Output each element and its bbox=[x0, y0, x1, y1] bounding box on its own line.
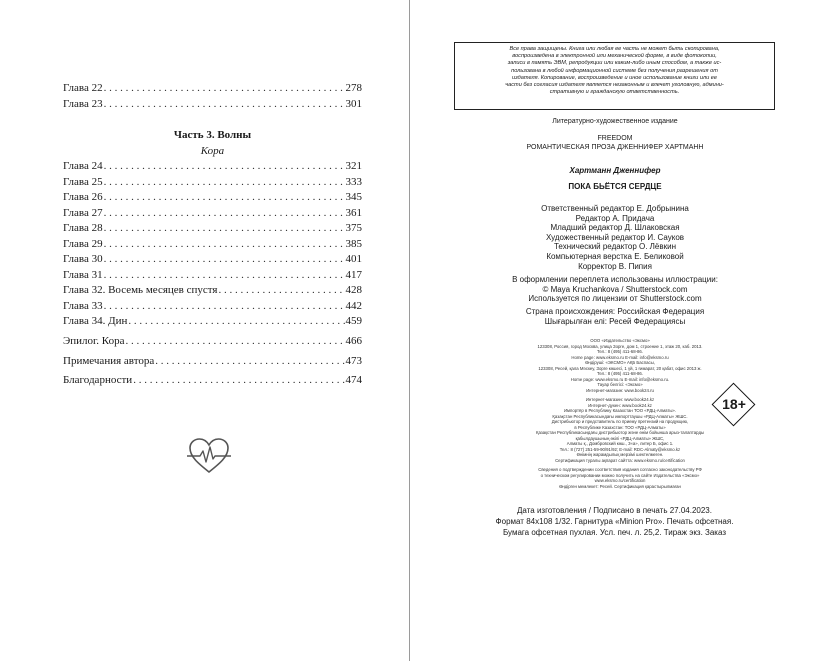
toc-entry bbox=[63, 176, 362, 192]
toc-entry-title: Глава 30 bbox=[63, 253, 103, 265]
imprint-line: Қазақстан Республикасындағы дистрибьютор және өнім бойынша арыз-талаптарды bbox=[535, 430, 705, 435]
age-rating-badge bbox=[711, 382, 757, 428]
toc-entry bbox=[63, 315, 362, 331]
copyright-line: издателя. Копирование, воспроизведение и иное использование книги или ее bbox=[512, 74, 717, 81]
imprint-line: Сертификация туралы ақпарат сайтта: www.eksmo.ru/certification bbox=[555, 457, 685, 463]
toc-entry-page: 333 bbox=[345, 175, 362, 188]
toc-entry-title: Глава 22 bbox=[63, 82, 103, 94]
imprint-line: Импортёр в Республику Казахстан ТОО «РДЦ-Алматы». bbox=[563, 408, 677, 413]
imprint-line: Дистрибьютор и представитель по приему претензий на продукцию, bbox=[551, 419, 689, 424]
cover-credit-line: В оформлении переплета использованы иллюстрации: bbox=[512, 275, 718, 284]
toc-entry-title: Глава 24 bbox=[63, 160, 103, 172]
editorial-credits bbox=[410, 204, 820, 271]
imprint-line: Интернет-магазин: www.book24.kz bbox=[585, 397, 655, 402]
imprint-line: www.eksmo.ru/certification bbox=[594, 478, 646, 483]
toc-entry bbox=[63, 374, 362, 390]
copyright-line: стративную и гражданскую ответственность. bbox=[549, 89, 680, 96]
toc-entry bbox=[63, 335, 362, 351]
toc-back-matter bbox=[63, 335, 362, 390]
toc-entry-title: Глава 27 bbox=[63, 206, 103, 219]
imprint-line: Қазақстан Республикасындағы импорттаушы «РДЦ-Алматы» ЖШС. bbox=[552, 413, 688, 419]
toc-leader-dots bbox=[125, 335, 344, 347]
imprint-line: Тел.: 8 (495) 411-68-86. bbox=[597, 371, 643, 376]
copyright-line: пользована в любой информационной системе без получения разрешения от bbox=[511, 67, 718, 74]
left-page bbox=[0, 0, 409, 661]
toc-entry-page: 375 bbox=[345, 222, 362, 234]
toc-entry-title: Глава 32. Восемь месяцев спустя bbox=[63, 284, 218, 296]
toc-entry-page: 417 bbox=[345, 268, 362, 281]
right-page bbox=[410, 0, 820, 661]
toc-entry bbox=[63, 191, 362, 207]
toc-leader-dots bbox=[104, 300, 345, 312]
toc-entry-title: Эпилог. Кора bbox=[63, 335, 125, 347]
credit-line: Ответственный редактор Е. Добрынина bbox=[541, 204, 689, 213]
part-subtitle: Кора bbox=[200, 145, 225, 157]
cover-illustration-credit bbox=[410, 275, 820, 304]
toc-entry-title: Глава 34. Дин bbox=[63, 315, 128, 327]
toc-entry-title: Примечания автора bbox=[63, 354, 155, 367]
toc-entry bbox=[63, 82, 362, 98]
toc-leader-dots bbox=[104, 176, 345, 188]
credit-line: Художественный редактор И. Сауков bbox=[545, 232, 685, 242]
toc-leader-dots bbox=[128, 315, 344, 327]
toc-leader-dots bbox=[104, 269, 345, 281]
imprint-line: 123308, Россия, город Москва, улица Зорге, дом 1, строение 1, этаж 20, каб. 2013. bbox=[537, 343, 703, 349]
toc-entry-page: 466 bbox=[345, 335, 362, 347]
imprint-line: Тел.: 8 (495) 411-68-86. bbox=[597, 349, 643, 354]
toc-entry-page: 473 bbox=[345, 354, 362, 367]
toc-entry bbox=[63, 222, 362, 238]
toc-entry-title: Глава 25 bbox=[63, 175, 103, 188]
imprint-line: қабылдаушының өкілі «РДЦ-Алматы» ЖШС, bbox=[575, 435, 665, 441]
toc-entry-title: Глава 28 bbox=[63, 222, 103, 234]
toc-leader-dots bbox=[133, 374, 344, 386]
toc-leader-dots bbox=[104, 207, 345, 219]
toc-leader-dots bbox=[104, 191, 345, 203]
toc-entry bbox=[63, 355, 362, 371]
cover-credit-line: Используется по лицензии от Shutterstock.com bbox=[528, 294, 702, 304]
toc-entry-title: Благодарности bbox=[63, 374, 133, 386]
imprint-line: Интернет-дүкен: www.book24.kz bbox=[588, 402, 652, 408]
credit-line: Технический редактор О. Лёвкин bbox=[553, 242, 676, 252]
imprint-line: Өнімнің жарамдылық мерзімі шектелмеген. bbox=[576, 452, 664, 457]
imprint-line: Өндіруші: «ЭКСМО» АҚБ Баспасы, bbox=[585, 360, 655, 365]
toc-entry-title: Глава 23 bbox=[63, 97, 103, 110]
toc-leader-dots bbox=[104, 253, 345, 265]
copyright-line: части без согласия издателя является незаконным и влечет уголовную, админи- bbox=[505, 82, 724, 89]
imprint-line: Алматы қ., Домбровский көш., 3«а», литер Б, офис 1. bbox=[566, 441, 674, 446]
toc-leader-dots bbox=[104, 82, 345, 94]
copyright-line: Все права защищены. Книга или любая ее часть не может быть скопирована, bbox=[509, 46, 720, 52]
publisher-imprint bbox=[505, 338, 735, 489]
copyright-line: воспроизведена в электронной или механической форме, в виде фотокопии, bbox=[512, 53, 717, 60]
imprint-line: Сведения о подтверждении соответствия издания согласно законодательству РФ bbox=[538, 467, 702, 472]
toc-leader-dots bbox=[104, 238, 345, 250]
toc-entry-page: 474 bbox=[345, 374, 362, 386]
toc-entry-page: 442 bbox=[345, 299, 362, 312]
copyright-notice bbox=[454, 42, 775, 110]
toc-entry-page: 345 bbox=[345, 191, 362, 203]
country-line: Страна происхождения: Российская Федерация bbox=[525, 307, 705, 316]
toc-entry-page: 321 bbox=[345, 160, 362, 172]
credit-line: Компьютерная верстка Е. Беликовой bbox=[546, 251, 684, 261]
book-author: Хартманн Дженнифер bbox=[569, 166, 661, 175]
imprint-line: Өндірген мемлекет: Ресей. Сертификация қарастырылмаған bbox=[559, 483, 681, 489]
credit-line: Младший редактор Д. Шлаковская bbox=[550, 223, 680, 233]
country-line: Шығарылған елі: Ресей Федерациясы bbox=[544, 316, 686, 326]
imprint-line: Интернет-магазин: www.book24.ru bbox=[586, 387, 654, 393]
toc-leader-dots bbox=[104, 222, 345, 234]
toc-part3 bbox=[63, 160, 362, 331]
toc-entry-page: 278 bbox=[345, 82, 362, 94]
imprint-line: Home page: www.eksmo.ru E-mail: info@eksmo.ru bbox=[571, 354, 669, 360]
series-subtitle: РОМАНТИЧЕСКАЯ ПРОЗА ДЖЕННИФЕР ХАРТМАНН bbox=[526, 144, 704, 151]
credit-line: Корректор В. Пипия bbox=[578, 261, 652, 271]
toc-entry-title: Глава 33 bbox=[63, 299, 103, 312]
heartbeat-icon bbox=[187, 436, 231, 476]
toc-entry-title: Глава 29 bbox=[63, 237, 103, 250]
part-title: Часть 3. Волны bbox=[173, 129, 252, 141]
imprint-line: о техническом регулировании можно получить на сайте Издательства «Эксмо» bbox=[540, 472, 700, 478]
cover-credit-line: © Maya Kruchankova / Shutterstock.com bbox=[542, 284, 688, 294]
imprint-line: Тауар белгісі: «Эксмо» bbox=[597, 382, 643, 387]
toc-entry-page: 385 bbox=[345, 237, 362, 250]
toc-entry bbox=[63, 238, 362, 254]
print-info-line: Дата изготовления / Подписано в печать 27.04.2023. bbox=[517, 506, 712, 515]
series-name: FREEDOM bbox=[597, 135, 633, 142]
toc-entry-page: 459 bbox=[345, 315, 362, 327]
country-of-origin bbox=[410, 307, 820, 326]
toc-entry bbox=[63, 269, 362, 285]
toc-entry bbox=[63, 207, 362, 223]
toc-leader-dots bbox=[104, 98, 345, 110]
toc-entry-page: 301 bbox=[345, 97, 362, 110]
toc-entry-page: 428 bbox=[345, 284, 362, 296]
toc-entry-page: 401 bbox=[345, 253, 362, 265]
age-rating-label: 18+ bbox=[722, 396, 746, 412]
credit-line: Редактор А. Придача bbox=[575, 213, 655, 223]
toc-entry bbox=[63, 253, 362, 269]
copyright-line: записи в память ЭВМ, репродукции или каким-либо иным способом, а также ис- bbox=[507, 60, 722, 67]
toc-entry bbox=[63, 98, 362, 114]
toc-entry-title: Глава 31 bbox=[63, 268, 103, 281]
print-info-line: Бумага офсетная пухлая. Усл. печ. л. 25,2. Тираж экз. Заказ bbox=[502, 528, 727, 537]
toc-entry bbox=[63, 284, 362, 300]
imprint-line: ООО «Издательство «Эксмо» bbox=[590, 338, 650, 343]
toc-part2-tail bbox=[63, 82, 362, 113]
imprint-line: Тел.: 8 (727) 251-59-90/91/92; E-mail: RDC-Almaty@eksmo.kz bbox=[559, 446, 681, 452]
toc-entry bbox=[63, 160, 362, 176]
print-details bbox=[452, 505, 777, 538]
edition-type: Литературно-художественное издание bbox=[552, 118, 678, 125]
toc-entry-title: Глава 26 bbox=[63, 191, 103, 203]
imprint-line: Home page: www.eksmo.ru E-mail: info@eksmo.ru. bbox=[570, 376, 670, 382]
toc-leader-dots bbox=[104, 160, 345, 172]
imprint-line: 123308, Ресей, қала Мәскеу, Зорге көшесі, 1 үй, 1 ғимарат, 20 қабат, офис 2013 ж. bbox=[538, 365, 702, 371]
toc-entry-page: 361 bbox=[345, 206, 362, 219]
print-info-line: Формат 84x108 1/32. Гарнитура «Minion Pro». Печать офсетная. bbox=[495, 517, 734, 526]
toc-leader-dots bbox=[155, 355, 344, 367]
toc-leader-dots bbox=[218, 284, 344, 296]
toc-entry bbox=[63, 300, 362, 316]
book-title: ПОКА БЬЁТСЯ СЕРДЦЕ bbox=[568, 182, 662, 191]
imprint-line: в Республике Казахстан: ТОО «РДЦ-Алматы» bbox=[574, 424, 666, 430]
